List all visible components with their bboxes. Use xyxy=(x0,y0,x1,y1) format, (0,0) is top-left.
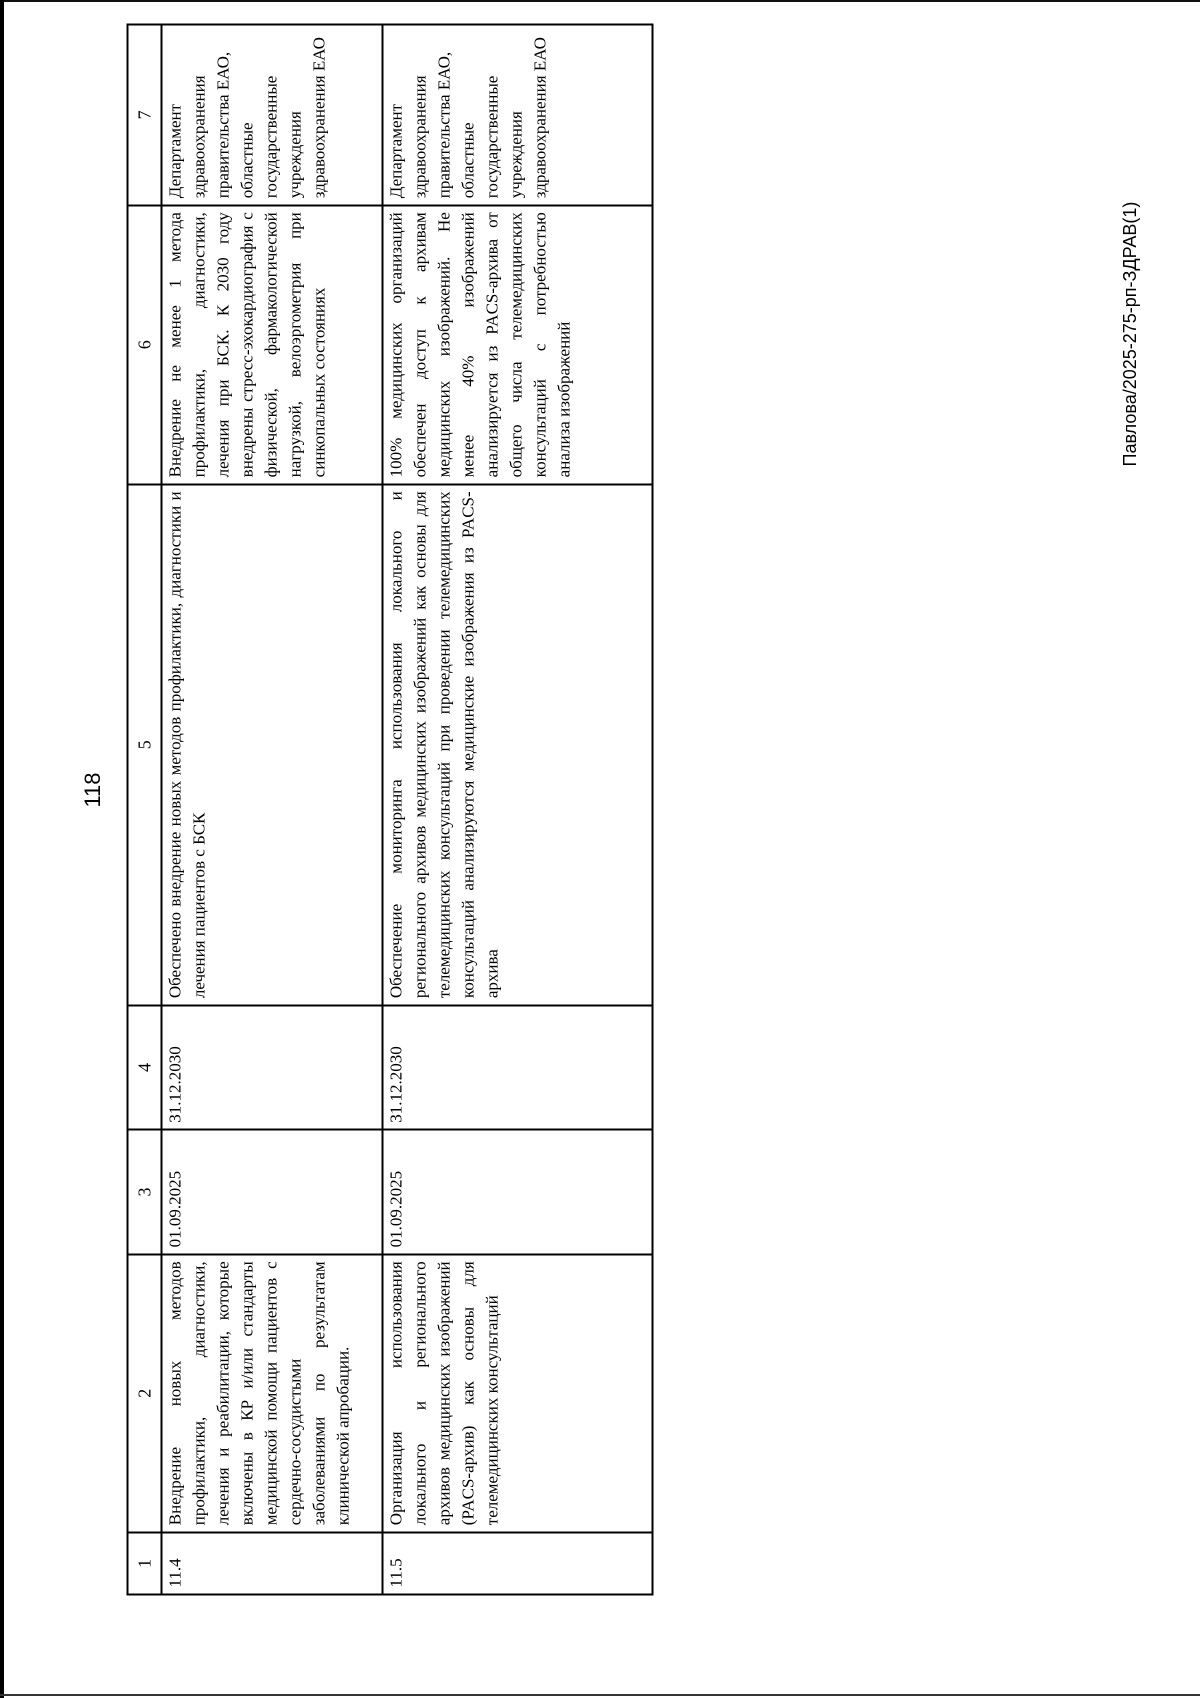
executor: Департамент здравоохранения правительства ЕАО, областные государственные учреждения здравоохранения ЕАО xyxy=(383,25,653,206)
header-cell: 7 xyxy=(128,25,162,206)
expected-result: Обеспечение мониторинга использования локального и регионального архивов медицинских изображений как основы для телемедицинских консультаций при проведении телемедицинских консультаций анализируются медицинские изображения из PACS-архива xyxy=(383,484,653,1005)
page-edge-top xyxy=(0,0,1200,2)
row-number: 11.4 xyxy=(162,1532,383,1594)
header-cell: 3 xyxy=(128,1130,162,1255)
measure-name: Организация использования локального и регионального архивов медицинских изображений (PACS-архив) как основы для телемедицинских консультаций xyxy=(383,1254,653,1532)
header-cell: 5 xyxy=(128,484,162,1005)
header-row xyxy=(128,25,162,1595)
header-cell: 4 xyxy=(128,1005,162,1130)
indicator: 100% медицинских организаций обеспечен доступ к архивам медицинских изображений. Не менее 40% изображений анализируется из PACS-архива от общего числа телемедицинских консультаций с потребностью анализа изображений xyxy=(383,205,653,484)
end-date: 31.12.2030 xyxy=(383,1005,653,1130)
page-number: 118 xyxy=(80,772,105,808)
start-date: 01.09.2025 xyxy=(383,1130,653,1255)
executor: Департамент здравоохранения правительства ЕАО, областные государственные учреждения здравоохранения ЕАО xyxy=(162,25,383,206)
row-number: 11.5 xyxy=(383,1532,653,1594)
table-row xyxy=(162,25,383,1595)
measure-name: Внедрение новых методов профилактики, диагностики, лечения и реабилитации, которые включены в КР и/или стандарты медицинской помощи пациентов с сердечно-сосудистыми заболеваниями по результатам клинической апробации. xyxy=(162,1254,383,1532)
header-cell: 1 xyxy=(128,1532,162,1594)
indicator: Внедрение не менее 1 метода профилактики, диагностики, лечения при БСК. К 2030 году внедрены стресс-эхокардиография с физической, фармакологической нагрузкой, велоэргометрия при синкопальных состояниях xyxy=(162,205,383,484)
table-container xyxy=(126,24,651,1596)
rotated-table xyxy=(127,24,652,1596)
expected-result: Обеспечено внедрение новых методов профилактики, диагностики и лечения пациентов с БСК xyxy=(162,484,383,1005)
header-cell: 2 xyxy=(128,1254,162,1532)
end-date: 31.12.2030 xyxy=(162,1005,383,1130)
table-row xyxy=(383,25,653,1595)
start-date: 01.09.2025 xyxy=(162,1130,383,1255)
measures-table xyxy=(127,24,654,1596)
header-cell: 6 xyxy=(128,205,162,484)
page-edge-left xyxy=(0,0,4,1698)
document-code: Павлова/2025-275-рп-ЗДРАВ(1) xyxy=(1120,201,1140,467)
page-edge-bottom xyxy=(0,1694,1200,1696)
